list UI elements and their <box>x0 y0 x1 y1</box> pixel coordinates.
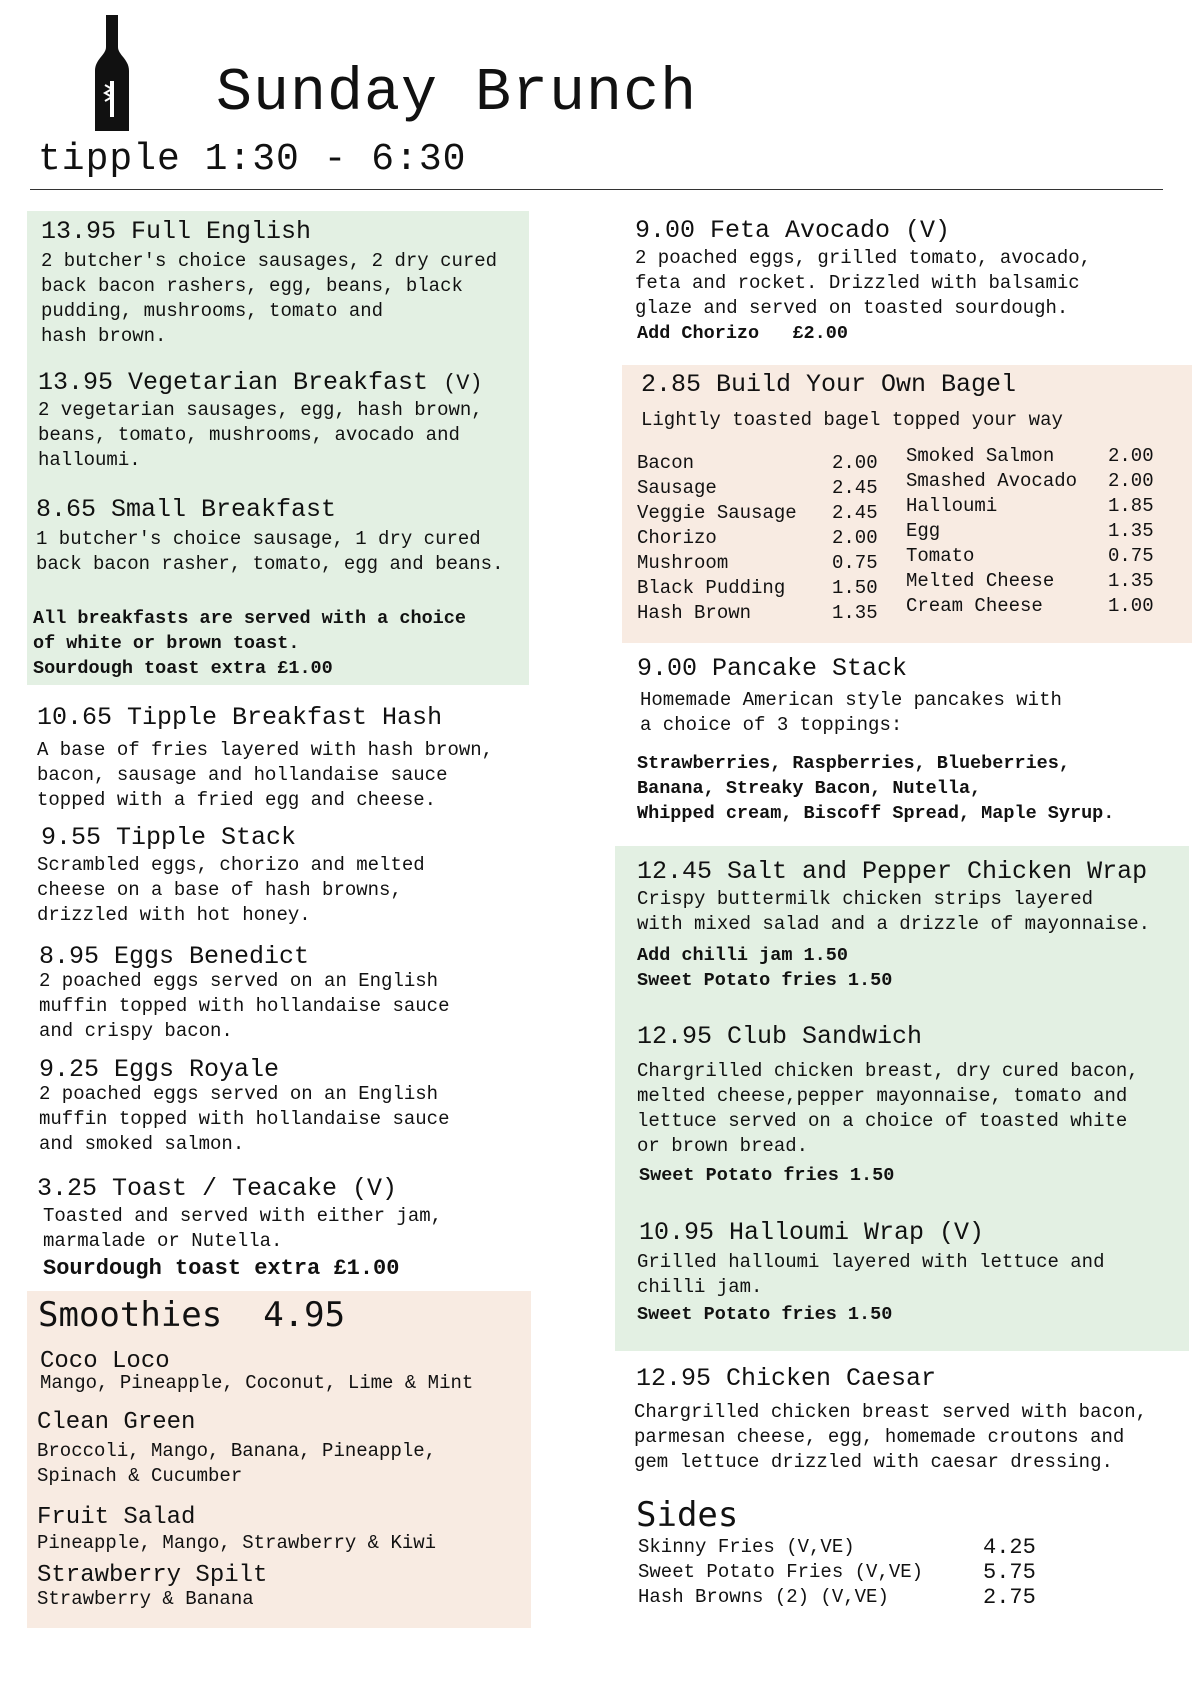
item-title: 8.65 Small Breakfast <box>36 495 337 524</box>
item-title: 2.85 Build Your Own Bagel <box>641 370 1017 399</box>
item-description: Scrambled eggs, chorizo and melted cheese on a base of hash browns, drizzled with hot honey. <box>37 853 425 926</box>
item-title: 13.95 Vegetarian Breakfast (V) <box>38 368 483 397</box>
bagel-toppings-left <box>637 451 878 626</box>
menu-item-tipple-stack <box>37 823 425 928</box>
sides-heading: Sides <box>636 1495 739 1535</box>
menu-item-halloumi-wrap <box>639 1219 1104 1327</box>
bagel-topping-row: Chorizo 2.00 <box>637 527 878 549</box>
page-title: Sunday Brunch <box>216 60 698 128</box>
bagel-topping-row: Bacon 2.00 <box>637 452 878 474</box>
smoothie-item <box>37 1410 436 1489</box>
menu-item-club-sandwich <box>637 1023 1139 1188</box>
item-description: Chargrilled chicken breast served with bacon, parmesan cheese, egg, homemade croutons and gem lettuce drizzled with caesar dressing. <box>634 1400 1148 1473</box>
side-item: Skinny Fries (V,VE) 4.25 <box>638 1535 1036 1560</box>
vegetarian-tag: (V) <box>443 371 483 396</box>
item-title: 9.55 Tipple Stack <box>41 823 297 852</box>
item-title: 10.95 Halloumi Wrap (V) <box>639 1218 985 1247</box>
smoothie-item <box>40 1349 473 1396</box>
bagel-topping-row: Cream Cheese 1.00 <box>906 595 1154 617</box>
item-title: 12.95 Club Sandwich <box>637 1022 923 1051</box>
club-extra: Sweet Potato fries 1.50 <box>639 1164 895 1186</box>
smoothies-price: 4.95 <box>263 1295 346 1335</box>
smoothies-heading: Smoothies 4.95 <box>38 1295 346 1335</box>
side-item: Sweet Potato Fries (V,VE) 5.75 <box>638 1560 1036 1585</box>
wrap-extras: Add chilli jam 1.50 Sweet Potato fries 1.50 <box>637 944 893 991</box>
sourdough-extra: Sourdough toast extra £1.00 <box>43 1255 400 1281</box>
item-description: 2 vegetarian sausages, egg, hash brown, beans, tomato, mushrooms, avocado and halloumi. <box>38 398 483 471</box>
item-title: 12.45 Salt and Pepper Chicken Wrap <box>637 857 1148 886</box>
opening-hours: tipple 1:30 - 6:30 <box>38 138 467 181</box>
bagel-topping-row: Smoked Salmon 2.00 <box>906 445 1154 467</box>
bagel-topping-row: Halloumi 1.85 <box>906 495 1154 517</box>
smoothie-name: Clean Green <box>37 1409 196 1436</box>
sides-list <box>638 1535 1036 1610</box>
bagel-topping-row: Mushroom 0.75 <box>637 552 878 574</box>
item-title: 3.25 Toast / Teacake (V) <box>37 1174 398 1203</box>
item-title: 9.00 Feta Avocado (V) <box>635 216 951 245</box>
item-title: 10.65 Tipple Breakfast Hash <box>37 703 443 732</box>
menu-item-salt-pepper-chicken-wrap <box>637 858 1150 993</box>
item-title: 8.95 Eggs Benedict <box>39 942 310 971</box>
item-title: 13.95 Full English <box>41 217 312 246</box>
smoothie-ingredients: Pineapple, Mango, Strawberry & Kiwi <box>37 1532 437 1555</box>
smoothie-ingredients: Broccoli, Mango, Banana, Pineapple, Spinach & Cucumber <box>37 1440 437 1488</box>
menu-item-tipple-breakfast-hash <box>37 704 493 813</box>
menu-item-feta-avocado <box>635 217 1091 346</box>
smoothie-name: Strawberry Spilt <box>37 1562 268 1589</box>
bagel-topping-row: Black Pudding 1.50 <box>637 577 878 599</box>
bagel-topping-row: Sausage 2.45 <box>637 477 878 499</box>
menu-item-small-breakfast <box>36 496 503 577</box>
menu-item-eggs-royale <box>39 1056 449 1157</box>
header-divider <box>30 189 1163 190</box>
item-description: 2 poached eggs served on an English muffin topped with hollandaise sauce and smoked salmon. <box>39 1082 450 1155</box>
menu-item-build-your-own-bagel <box>641 371 1063 433</box>
item-description: Crispy buttermilk chicken strips layered with mixed salad and a drizzle of mayonnaise. <box>637 887 1151 935</box>
bagel-topping-row: Tomato 0.75 <box>906 545 1154 567</box>
smoothie-item <box>37 1505 436 1556</box>
halloumi-extra: Sweet Potato fries 1.50 <box>637 1303 893 1325</box>
smoothie-item <box>37 1563 267 1612</box>
item-title: 9.00 Pancake Stack <box>637 654 908 683</box>
item-title: 9.25 Eggs Royale <box>39 1055 280 1084</box>
bagel-topping-row: Veggie Sausage 2.45 <box>637 502 878 524</box>
smoothie-name: Fruit Salad <box>37 1504 196 1531</box>
pancake-toppings: Strawberries, Raspberries, Blueberries, Banana, Streaky Bacon, Nutella, Whipped cream, Biscoff Spread, Maple Syrup. <box>637 752 1115 824</box>
menu-item-chicken-caesar <box>636 1365 1147 1475</box>
item-description: 2 poached eggs served on an English muffin topped with hollandaise sauce and crispy bacon. <box>39 969 450 1042</box>
menu-item-toast-teacake <box>37 1175 442 1281</box>
menu-item-eggs-benedict <box>39 943 449 1044</box>
item-description: Chargrilled chicken breast, dry cured bacon, melted cheese,pepper mayonnaise, tomato and lettuce served on a choice of toasted white or brown bread. <box>637 1059 1139 1157</box>
item-description: A base of fries layered with hash brown, bacon, sausage and hollandaise sauce topped with a fried egg and cheese. <box>37 738 494 811</box>
feta-addon: Add Chorizo £2.00 <box>637 322 848 344</box>
smoothie-name: Coco Loco <box>40 1348 170 1375</box>
bagel-topping-row: Smashed Avocado 2.00 <box>906 470 1154 492</box>
item-description: Homemade American style pancakes with a choice of 3 toppings: <box>640 688 1062 736</box>
menu-item-full-english <box>41 218 497 349</box>
item-description: Grilled halloumi layered with lettuce and chilli jam. <box>637 1250 1105 1298</box>
bagel-topping-row: Hash Brown 1.35 <box>637 602 878 624</box>
side-item: Hash Browns (2) (V,VE) 2.75 <box>638 1585 1036 1610</box>
item-description: Toasted and served with either jam, marmalade or Nutella. <box>43 1204 443 1252</box>
item-title: 12.95 Chicken Caesar <box>636 1364 937 1393</box>
bagel-topping-row: Egg 1.35 <box>906 520 1154 542</box>
smoothie-ingredients: Strawberry & Banana <box>37 1588 254 1611</box>
menu-item-pancake-stack <box>637 655 1114 826</box>
bagel-toppings-right <box>906 444 1154 619</box>
breakfast-toast-note: All breakfasts are served with a choice of white or brown toast. Sourdough toast extra £1.00 <box>33 608 466 679</box>
item-description: 2 butcher's choice sausages, 2 dry cured back bacon rashers, egg, beans, black pudding, mushrooms, tomato and hash brown. <box>41 249 498 347</box>
bagel-intro: Lightly toasted bagel topped your way <box>641 408 1063 431</box>
wine-bottle-corkscrew-icon <box>95 15 129 131</box>
bagel-topping-row: Melted Cheese 1.35 <box>906 570 1154 592</box>
item-description: 1 butcher's choice sausage, 1 dry cured back bacon rasher, tomato, egg and beans. <box>36 527 504 575</box>
menu-item-vegetarian-breakfast <box>38 369 483 473</box>
item-description: 2 poached eggs, grilled tomato, avocado, feta and rocket. Drizzled with balsamic glaze and served on toasted sourdough. <box>635 246 1092 319</box>
smoothie-ingredients: Mango, Pineapple, Coconut, Lime & Mint <box>40 1372 474 1395</box>
